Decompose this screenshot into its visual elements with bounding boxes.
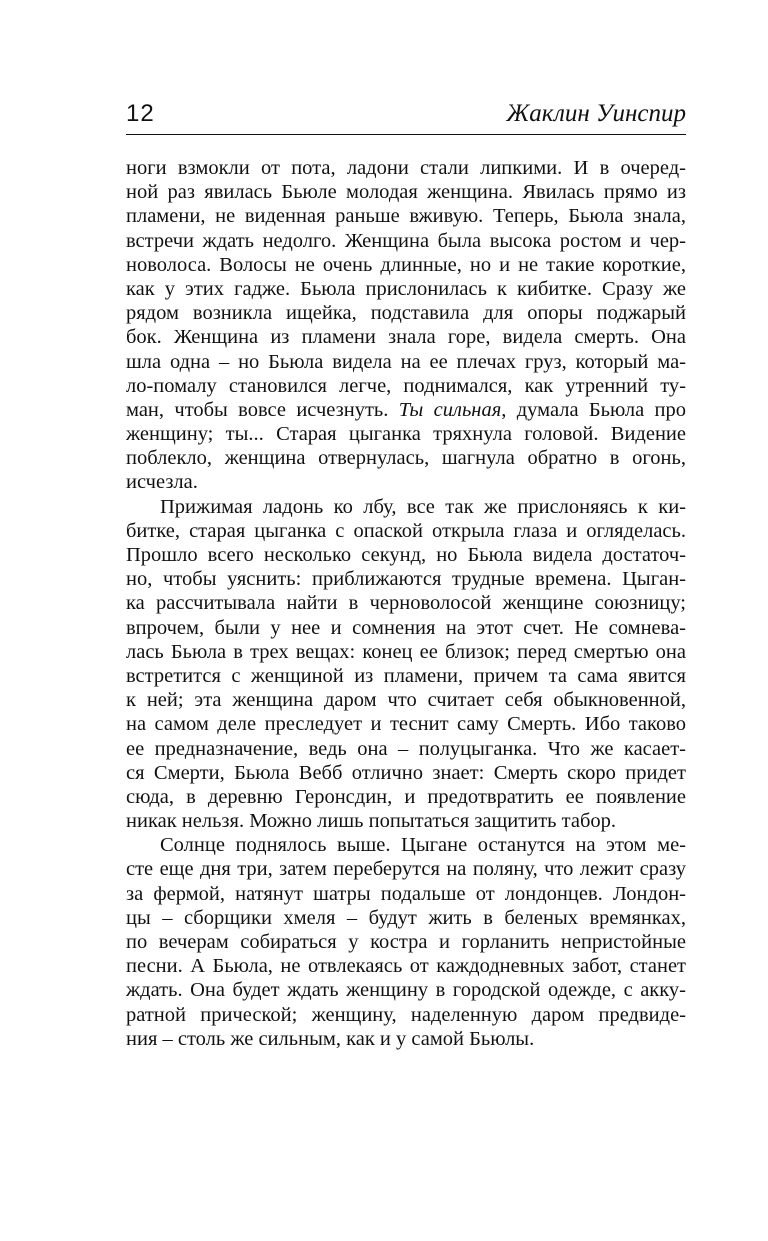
text-run: ман, чтобы вовсе исчезнуть. bbox=[126, 398, 389, 421]
text-line: Прошло всего несколько секунд, но Бьюла видела достаточ- bbox=[126, 544, 686, 566]
text-line: встречи ждать недолго. Женщина была высока ростом и чер- bbox=[126, 229, 686, 252]
text-line: сюда, в деревню Геронсдин, и предотвратить ее появление bbox=[126, 785, 686, 808]
running-head-author: Жаклин Уинспир bbox=[506, 100, 686, 127]
text-run: , думала Бьюла про bbox=[501, 398, 686, 421]
text-line: ее предназначение, ведь она – полуцыганка. Что же касает- bbox=[126, 737, 686, 760]
text-line: бок. Женщина из пламени знала горе, видела смерть. Она bbox=[126, 326, 686, 349]
text-line: лась Бьюла в трех вещах: конец ее близок; перед смертью она bbox=[126, 640, 686, 663]
text-line: но, чтобы уяснить: приближаются трудные времена. Цыган- bbox=[126, 568, 686, 591]
text-line: ноги взмокли от пота, ладони стали липкими. И в очеред- bbox=[126, 157, 686, 179]
page-number: 12 bbox=[126, 100, 155, 127]
text-line: цы – сборщики хмеля – будут жить в беленых времянках, bbox=[126, 906, 686, 929]
paragraph-3 bbox=[126, 833, 686, 1051]
running-header bbox=[126, 100, 686, 134]
text-line: за фермой, натянут шатры подальше от лондонцев. Лондон- bbox=[126, 882, 686, 905]
text-line: исчезла. bbox=[126, 471, 198, 494]
text-line: ка рассчитывала найти в черноволосой женщине союзницу; bbox=[126, 592, 686, 615]
text-line: пламени, не виденная раньше вживую. Теперь, Бьюла знала, bbox=[126, 205, 686, 228]
text-line: шла одна – но Бьюла видела на ее плечах груз, который ма- bbox=[126, 350, 686, 373]
text-line: ся Смерти, Бьюла Вебб отлично знает: Смерть скоро придет bbox=[126, 761, 686, 784]
text-line: ратной прической; женщину, наделенную даром предвиде- bbox=[126, 1003, 686, 1026]
text-line: встретится с женщиной из пламени, причем та сама явится bbox=[126, 664, 686, 687]
text-line: к ней; эта женщина даром что считает себя обыкновенной, bbox=[126, 689, 686, 712]
text-line: ждать. Она будет ждать женщину в городской одежде, с акку- bbox=[126, 979, 686, 1002]
paragraph-1 bbox=[126, 156, 686, 495]
text-line: ния – столь же сильным, как и у самой Бьюлы. bbox=[126, 1027, 535, 1050]
text-line: женщину; ты... Старая цыганка тряхнула головой. Видение bbox=[126, 423, 686, 446]
paragraph-2 bbox=[126, 495, 686, 834]
text-line: новолоса. Волосы не очень длинные, но и не такие короткие, bbox=[126, 253, 686, 276]
italic-phrase: Ты сильная bbox=[398, 398, 502, 421]
text-line: Солнце поднялось выше. Цыгане останутся на этом ме- bbox=[160, 834, 686, 857]
text-line: битке, старая цыганка с опаской открыла глаза и огляделась. bbox=[126, 519, 686, 542]
text-line: впрочем, были у нее и сомнения на этот счет. Не сомнева- bbox=[126, 616, 686, 639]
text-line: по вечерам собираться у костра и горланить непристойные bbox=[126, 931, 686, 953]
text-line: ло-помалу становился легче, поднимался, как утренний ту- bbox=[126, 374, 686, 397]
page-body bbox=[126, 156, 686, 1051]
text-line: поблекло, женщина отвернулась, шагнула обратно в огонь, bbox=[126, 447, 686, 470]
text-line: рядом возникла ищейка, подставила для опоры поджарый bbox=[126, 302, 686, 325]
text-line: никак нельзя. Можно лишь попытаться защитить табор. bbox=[126, 810, 617, 833]
text-line: сте еще дня три, затем переберутся на поляну, что лежит сразу bbox=[126, 858, 686, 881]
text-line bbox=[126, 398, 686, 422]
header-rule bbox=[126, 134, 686, 135]
text-line: песни. А Бьюла, не отвлекаясь от каждодневных забот, станет bbox=[126, 955, 686, 978]
text-line: как у этих гадже. Бьюла прислонилась к кибитке. Сразу же bbox=[126, 277, 686, 300]
text-line: ной раз явилась Бьюле молодая женщина. Явилась прямо из bbox=[126, 181, 686, 204]
text-line: на самом деле преследует и теснит саму Смерть. Ибо таково bbox=[126, 713, 686, 736]
text-line: Прижимая ладонь ко лбу, все так же прислоняясь к ки- bbox=[160, 495, 686, 518]
